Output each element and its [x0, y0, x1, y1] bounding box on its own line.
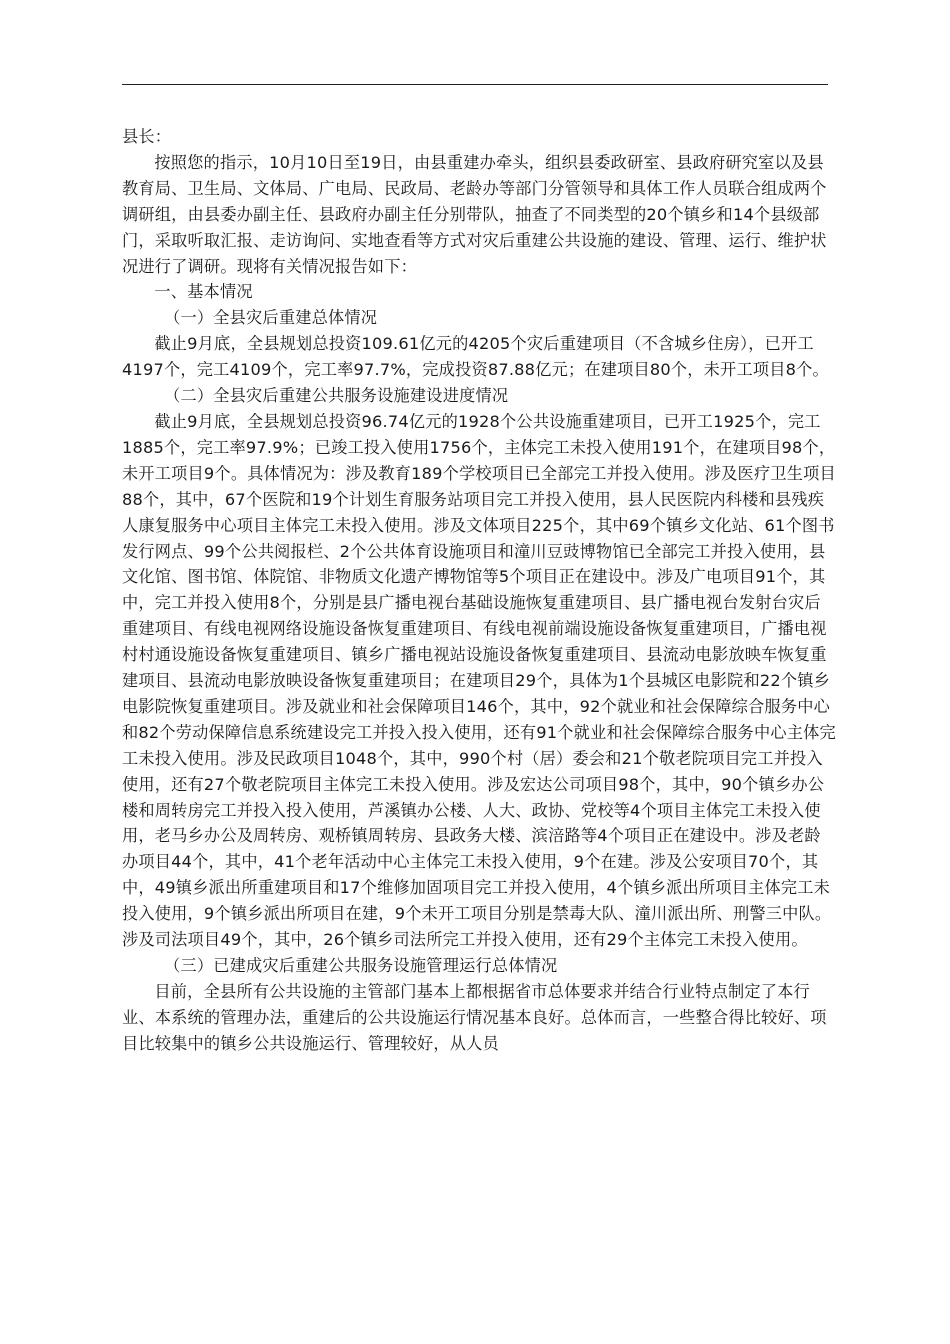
subsection-paragraph-1: 截止9月底，全县规划总投资109.61亿元的4205个灾后重建项目（不含城乡住房），已开工4197个，完工4109个，完工率97.7%，完成投资87.88亿元；在建项目80个，未开工项目8个。: [122, 334, 829, 380]
salutation: 县长：: [122, 127, 172, 146]
subsection-paragraph-2: 截止9月底，全县规划总投资96.74亿元的1928个公共设施重建项目，已开工1925个，完工1885个，完工率97.9%；已竣工投入使用1756个，主体完工未投入使用191个，在建项目98个，未开工项目9个。具体情况为：涉及教育189个学校项目已全部完工并投入使用。涉及医疗卫生项目88个，其中，67个医院和19个计划生育服务站项目完工并投入使用，县人民医院内科楼和县残疾人康复服务中心项目主体完工未投入使用。涉及文体项目225个，其中69个镇乡文化站、61个图书发行网点、99个公共阅报栏、2个公共体育设施项目和潼川豆豉博物馆已全部完工并投入使用，县文化馆、图书馆、体院馆、非物质文化遗产博物馆等5个项目正在建设中。涉及广电项目91个，其中，完工并投入使用8个，分别是县广播电视台基础设施恢复重建项目、县广播电视台发射台灾后重建项目、有线电视网络设施设备恢复重建项目、有线电视前端设施设备恢复重建项目，广播电视村村通设施设备恢复重建项目、镇乡广播电视站设施设备恢复重建项目、县流动电影放映车恢复重建项目、县流动电影放映设备恢复重建项目；在建项目29个，具体为1个县城区电影院和22个镇乡电影院恢复重建项目。涉及就业和社会保障项目146个，其中，92个就业和社会保障综合服务中心和82个劳动保障信息系统建设完工并投入投入使用，还有91个就业和社会保障综合服务中心主体完工未投入使用。涉及民政项目1048个，其中，990个村（居）委会和21个敬老院项目完工并投入使用，还有27个敬老院项目主体完工未投入使用。涉及宏达公司项目98个，其中，90个镇乡办公楼和周转房完工并投入投入使用，芦溪镇办公楼、人大、政协、党校等4个项目主体完工未投入使用，老马乡办公及周转房、观桥镇周转房、县政务大楼、滨涪路等4个项目正在建设中。涉及老龄办项目44个，其中，41个老年活动中心主体完工未投入使用，9个在建。涉及公安项目70个，其中，49镇乡派出所重建项目和17个维修加固项目完工并投入使用，4个镇乡派出所项目主体完工未投入使用，9个镇乡派出所项目在建，9个未开工项目分别是禁毒大队、潼川派出所、刑警三中队。涉及司法项目49个，其中，26个镇乡司法所完工并投入使用，还有29个主体完工未投入使用。: [122, 411, 836, 950]
intro-paragraph: 按照您的指示，10月10日至19日，由县重建办牵头，组织县委政研室、县政府研究室以及县教育局、卫生局、文体局、广电局、民政局、老龄办等部门分管领导和具体工作人员联合组成两个调研组，由县委办副主任、县政府办副主任分别带队，抽查了不同类型的20个镇乡和14个县级部门，采取听取汇报、走访询问、实地查看等方式对灾后重建公共设施的建设、管理、运行、维护状况进行了调研。现将有关情况报告如下：: [122, 152, 827, 276]
subsection-heading-2: （二）全县灾后重建公共服务设施建设进度情况: [164, 386, 509, 406]
section-heading-basic-situation: 一、基本情况: [154, 282, 253, 302]
subsection-heading-3: （三）已建成灾后重建公共服务设施管理运行总体情况: [164, 956, 558, 975]
header-rule: [122, 84, 828, 85]
subsection-paragraph-3: 目前，全县所有公共设施的主管部门基本上都根据省市总体要求并结合行业特点制定了本行业、本系统的管理办法，重建后的公共设施运行情况基本良好。总体而言，一些整合得比较好、项目比较集中的镇乡公共设施运行、管理较好，从人员: [122, 981, 827, 1053]
subsection-heading-1: （一）全县灾后重建总体情况: [164, 308, 378, 328]
document-body: [122, 124, 837, 1057]
